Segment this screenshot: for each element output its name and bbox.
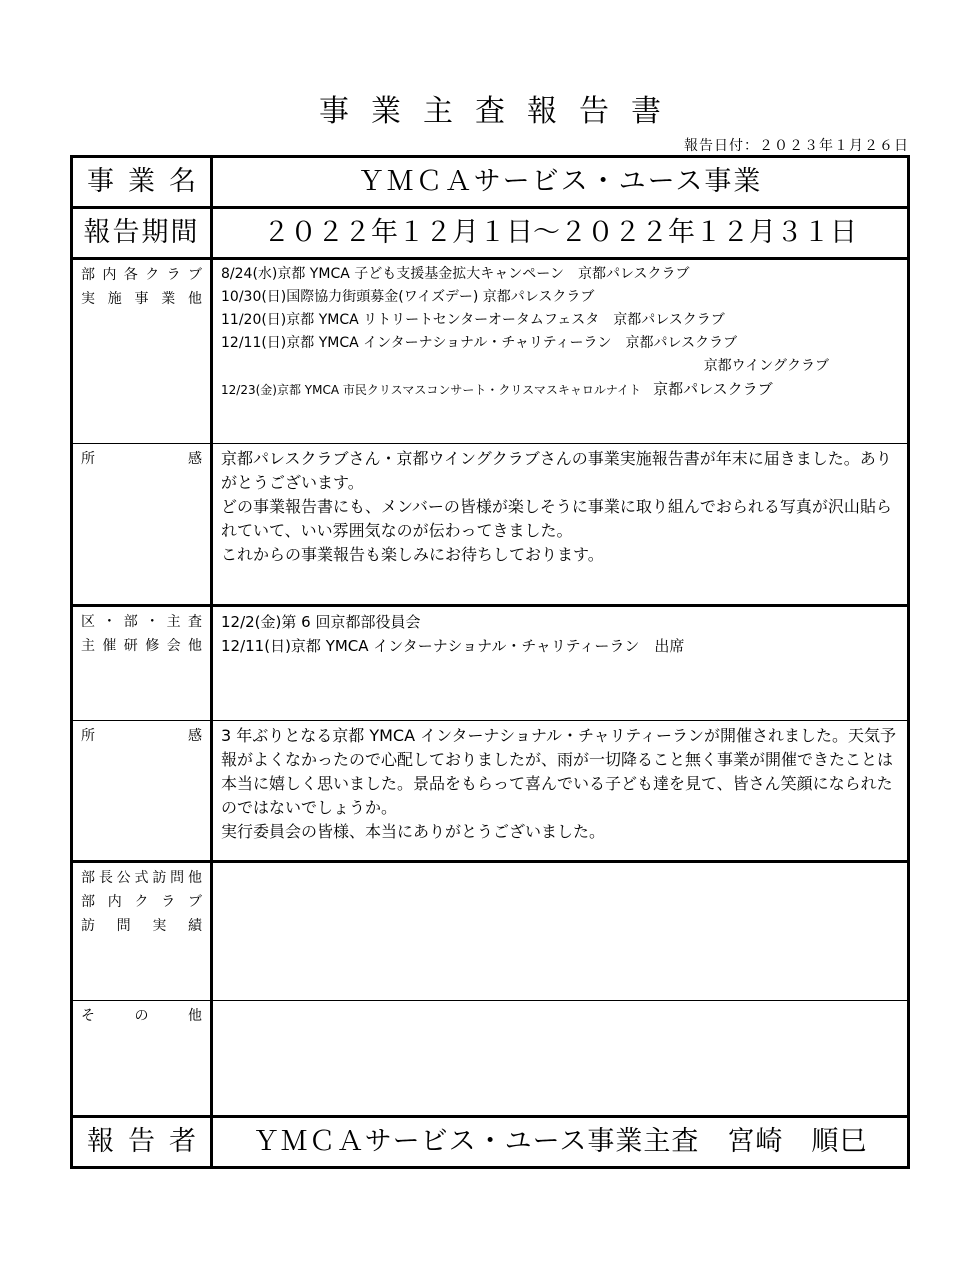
club-events-label: [73, 260, 210, 314]
club-event-item: 京都ウイングクラブ: [703, 358, 829, 374]
impressions2-paragraph: 3 年ぶりとなる京都 YMCA インターナショナル・チャリティーランが開催されました。天気予報がよくなかったので心配しておりましたが、雨が一切降ること無く事業が開催できたことは本当に嬉しく思いました。景品をもらって喜んでいる子ども達を見て、皆さん笑顔になられたのではないでしょうか。: [221, 726, 896, 817]
impressions1-paragraph: どの事業報告書にも、メンバーの皆様が楽しそうに事業に取り組んでおられる写真が沢山貼られていて、いい雰囲気なのが伝わってきました。: [221, 497, 892, 540]
impressions1-label-left: 所: [81, 451, 140, 467]
club-event-item: [221, 378, 899, 402]
impressions1-text: [213, 444, 907, 570]
district-events-label-line1: 区・部・主査: [81, 614, 202, 630]
reporter-label: 報告者: [87, 1126, 210, 1157]
visits-label: [73, 863, 210, 941]
district-event-item: 12/11(日)京都 YMCA インターナショナル・チャリティーラン 出席: [221, 637, 685, 655]
club-events-list: [213, 260, 907, 405]
impressions2-label-left: 所: [81, 728, 140, 744]
document-title: 事業主査報告書: [319, 94, 683, 129]
period-label: 報告期間: [83, 217, 200, 248]
period-value: ２０２２年１２月１日～２０２２年１２月３１日: [263, 217, 857, 248]
report-table: [70, 155, 910, 1169]
district-event-item: 12/2(金)第 6 回京都部役員会: [221, 613, 421, 631]
district-events-label: [73, 607, 210, 661]
other-row: [72, 1001, 909, 1117]
club-event-item-club: 京都パレスクラブ: [653, 380, 773, 398]
club-events-label-line2: 実施事業他: [81, 291, 202, 307]
impressions2-label: [73, 721, 210, 751]
visits-row: [72, 862, 909, 1001]
reporter-row: [72, 1117, 909, 1168]
visits-content: [213, 863, 907, 869]
club-events-label-line1: 部内各クラブ: [81, 267, 202, 283]
other-label: [73, 1001, 210, 1031]
club-event-item-text: 12/23(金)京都 YMCA 市民クリスマスコンサート・クリスマスキャロルナイト: [221, 383, 642, 397]
club-event-item: 11/20(日)京都 YMCA リトリートセンターオータムフェスタ 京都パレスクラブ: [221, 312, 725, 328]
impressions1-paragraph: これからの事業報告も楽しみにお待ちしております。: [221, 545, 604, 564]
club-event-item: 12/11(日)京都 YMCA インターナショナル・チャリティーラン 京都パレスクラブ: [221, 335, 738, 351]
other-label-text: そ の 他: [81, 1008, 202, 1024]
impressions1-paragraph: 京都パレスクラブさん・京都ウイングクラブさんの事業実施報告書が年末に届きました。ありがとうございます。: [221, 449, 892, 492]
impressions1-label-right: 感: [188, 451, 203, 467]
other-content: [213, 1001, 907, 1007]
impressions2-paragraph: 実行委員会の皆様、本当にありがとうございました。: [221, 822, 606, 841]
district-events-row: [72, 606, 909, 721]
business-name-row: [72, 157, 909, 208]
impressions1-label: [73, 444, 210, 474]
club-events-row: [72, 259, 909, 444]
period-row: [72, 208, 909, 259]
club-event-item: 8/24(水)京都 YMCA 子ども支援基金拡大キャンペーン 京都パレスクラブ: [221, 266, 690, 282]
club-event-item: 10/30(日)国際協力街頭募金(ワイズデー) 京都パレスクラブ: [221, 289, 595, 305]
district-events-label-line2: 主催研修会他: [81, 638, 202, 654]
impressions1-row: [72, 444, 909, 606]
visits-label-line3: 訪問実績: [81, 918, 202, 934]
visits-label-line1: 部長公式訪問他: [81, 870, 202, 886]
report-date: 報告日付：２０２３年１月２６日: [684, 138, 909, 154]
business-name-value: ＹＭＣＡサービス・ユース事業: [357, 166, 763, 197]
reporter-value: ＹＭＣＡサービス・ユース事業主査 宮崎 順巳: [252, 1126, 868, 1157]
impressions2-label-right: 感: [188, 728, 203, 744]
business-name-label: 事業名: [87, 166, 210, 197]
impressions2-text: [213, 721, 907, 847]
visits-label-line2: 部内クラブ: [81, 894, 202, 910]
district-events-list: [213, 607, 907, 661]
impressions2-row: [72, 721, 909, 862]
